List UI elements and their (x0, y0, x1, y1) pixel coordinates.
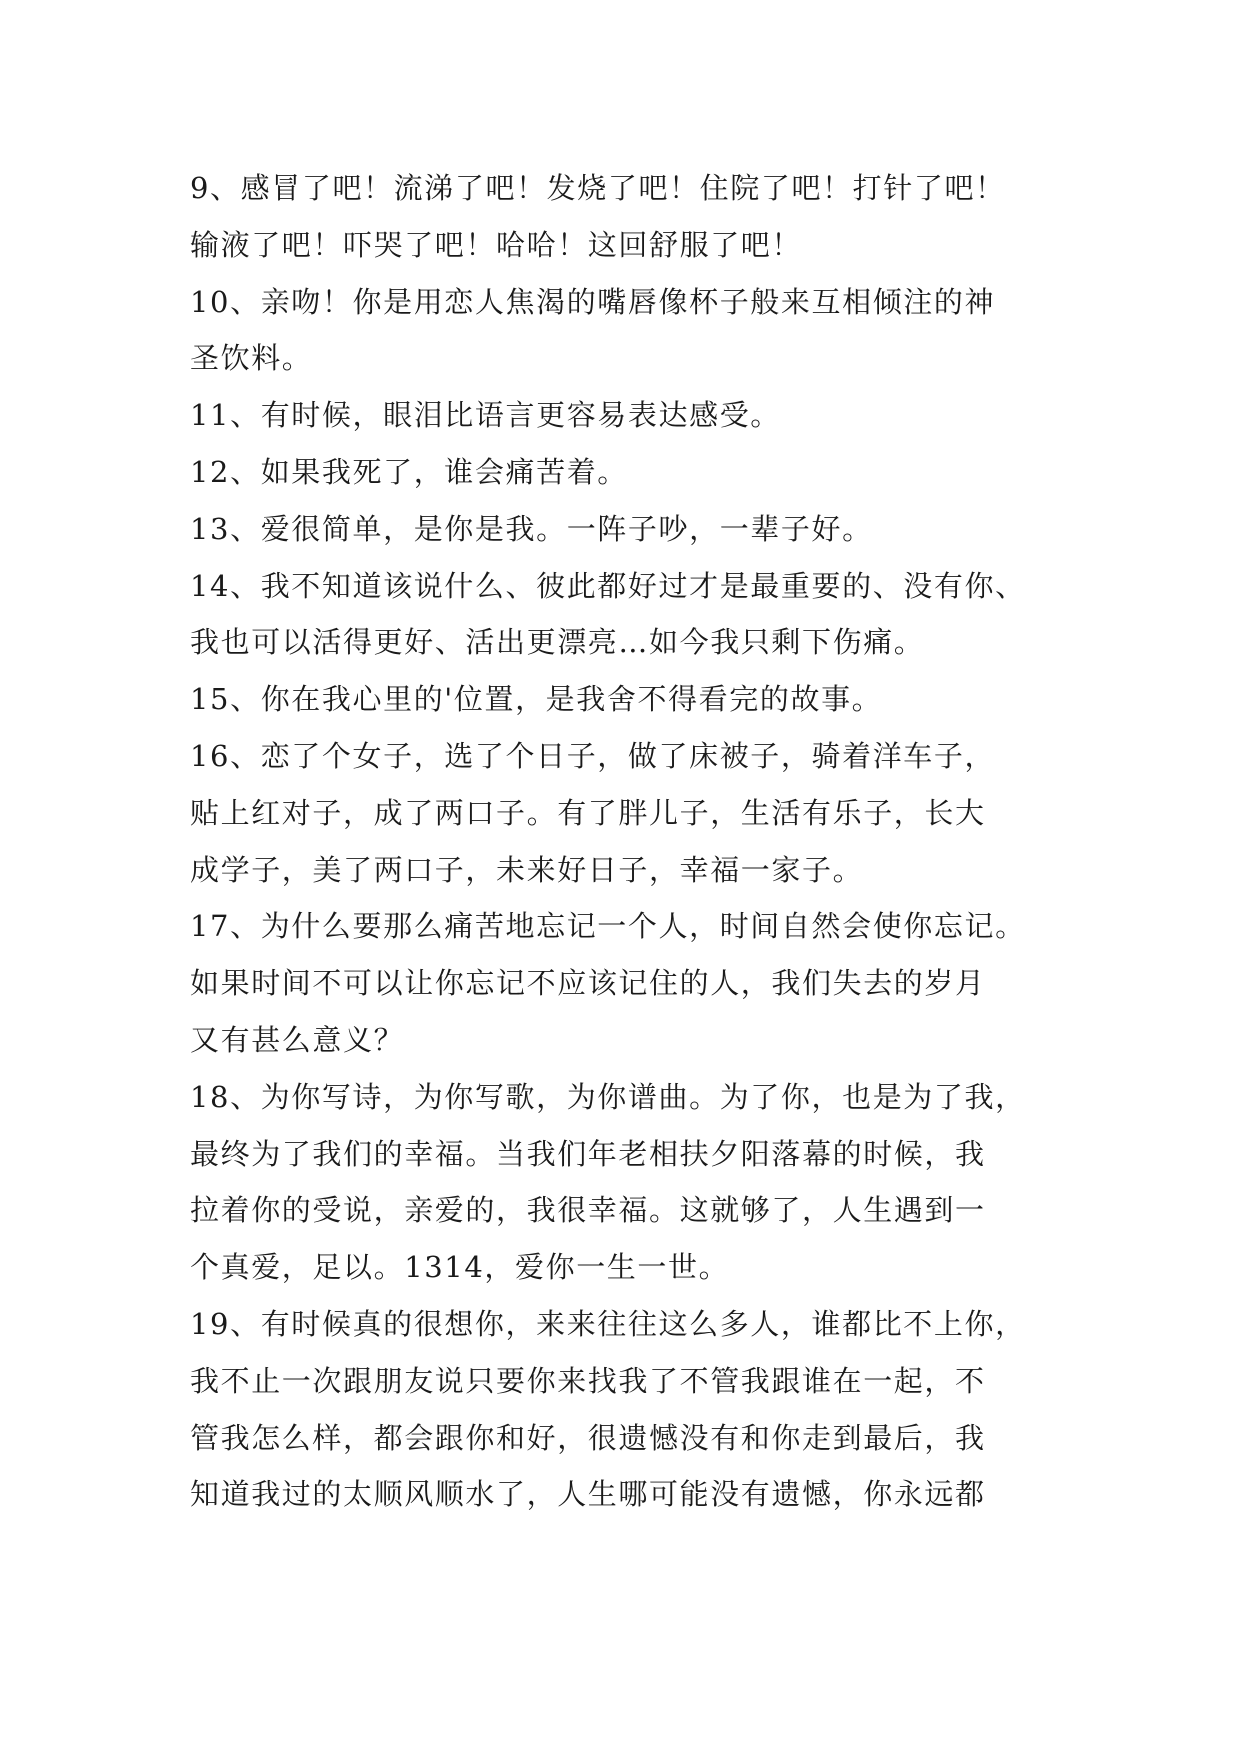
text-line: 圣饮料。 (190, 341, 313, 376)
text-line: 18、为你写诗，为你写歌，为你谱曲。为了你，也是为了我， (190, 1079, 1026, 1114)
text-line: 贴上红对子，成了两口子。有了胖儿子，生活有乐子，长大 (190, 795, 986, 830)
text-line: 成学子，美了两口子，未来好日子，幸福一家子。 (190, 852, 864, 887)
text-line: 12、如果我死了，谁会痛苦着。 (190, 454, 628, 489)
text-line: 输液了吧！吓哭了吧！哈哈！这回舒服了吧！ (190, 227, 803, 262)
text-line: 11、有时候，眼泪比语言更容易表达感受。 (190, 398, 781, 433)
text-line: 我不止一次跟朋友说只要你来找我了不管我跟谁在一起，不 (190, 1363, 986, 1398)
text-line: 又有甚么意义？ (190, 1022, 405, 1057)
text-line: 最终为了我们的幸福。当我们年老相扶夕阳落幕的时候，我 (190, 1136, 986, 1171)
document-body (190, 160, 1070, 1523)
text-line: 个真爱，足以。1314，爱你一生一世。 (190, 1250, 730, 1285)
text-line: 14、我不知道该说什么、彼此都好过才是最重要的、没有你、 (190, 568, 1026, 603)
text-line: 19、有时候真的很想你，来来往往这么多人，谁都比不上你， (190, 1306, 1026, 1341)
text-line: 15、你在我心里的'位置，是我舍不得看完的故事。 (190, 682, 883, 717)
text-line: 知道我过的太顺风顺水了，人生哪可能没有遗憾，你永远都 (190, 1477, 986, 1512)
text-line: 我也可以活得更好、活出更漂亮…如今我只剩下伤痛。 (190, 625, 925, 660)
text-line: 如果时间不可以让你忘记不应该记住的人，我们失去的岁月 (190, 966, 986, 1001)
text-line: 10、亲吻！你是用恋人焦渴的嘴唇像杯子般来互相倾注的神 (190, 284, 996, 319)
text-line: 管我怎么样，都会跟你和好，很遗憾没有和你走到最后，我 (190, 1420, 986, 1455)
text-line: 16、恋了个女子，选了个日子，做了床被子，骑着洋车子， (190, 738, 996, 773)
text-line: 17、为什么要那么痛苦地忘记一个人，时间自然会使你忘记。 (190, 909, 1026, 944)
text-line: 9、感冒了吧！流涕了吧！发烧了吧！住院了吧！打针了吧！ (190, 171, 1006, 205)
text-line: 13、爱很简单，是你是我。一阵子吵，一辈子好。 (190, 511, 873, 546)
text-line: 拉着你的受说，亲爱的，我很幸福。这就够了，人生遇到一 (190, 1193, 986, 1228)
